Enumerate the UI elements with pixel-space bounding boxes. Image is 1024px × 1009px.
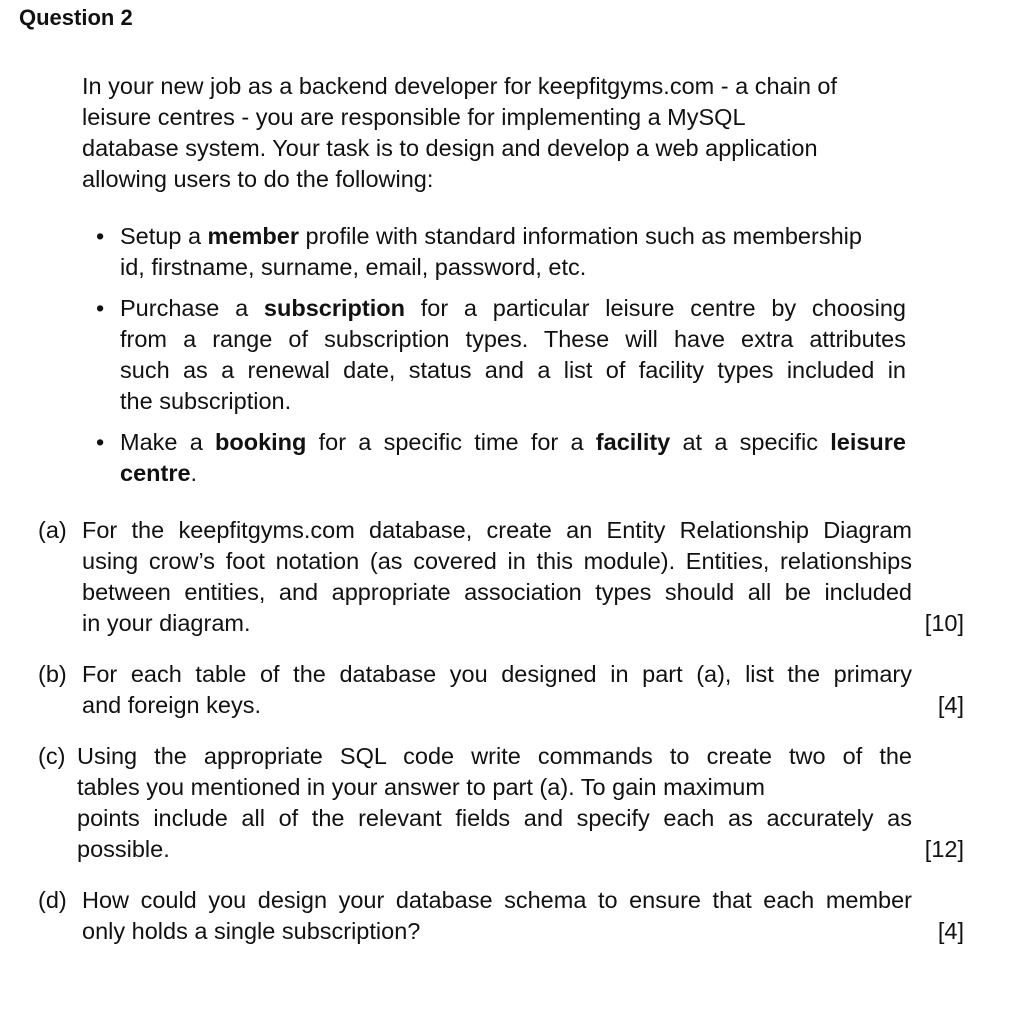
part-label: (c) [38, 743, 66, 769]
marks-label: [4] [937, 918, 964, 944]
text-run: Purchase a [120, 295, 264, 321]
part-line: How could you design your database schema to ensure that each member [82, 887, 912, 913]
part-body [82, 659, 912, 721]
text-run: Setup a [120, 223, 208, 249]
question-parts [38, 515, 968, 967]
bullet-item-booking [94, 427, 906, 489]
bullet-line: id, firstname, surname, email, password, etc. [120, 254, 587, 280]
part-line: using crow’s foot notation (as covered in this module). Entities, relationships [82, 548, 912, 574]
text-run: for a specific time for a [306, 429, 596, 455]
intro-line: In your new job as a backend developer for keepfitgyms.com - a chain of [82, 73, 838, 99]
part-d [38, 885, 968, 947]
part-body [82, 515, 912, 639]
part-b [38, 659, 968, 721]
bold-term: leisure [830, 429, 907, 455]
bullet-line [120, 427, 906, 458]
text-run: Make a [120, 429, 216, 455]
part-body [82, 885, 912, 947]
text-run: at a specific [670, 429, 831, 455]
bullet-item-member [94, 221, 906, 283]
part-label: (d) [38, 887, 67, 913]
bold-term: booking [215, 429, 307, 455]
part-c [38, 741, 968, 865]
part-line: Using the appropriate SQL code write commands to create two of the [77, 743, 912, 769]
bullet-icon: • [96, 429, 105, 455]
bold-term: facility [595, 429, 671, 455]
part-line: tables you mentioned in your answer to part (a). To gain maximum [77, 774, 765, 800]
bullet-line: such as a renewal date, status and a list of facility types included in [120, 357, 906, 383]
text-run: profile with standard information such as membership [298, 223, 862, 249]
part-line: For the keepfitgyms.com database, create an Entity Relationship Diagram [82, 517, 912, 543]
bullet-item-subscription [94, 293, 906, 417]
marks-label: [10] [924, 610, 964, 636]
requirements-list [94, 221, 906, 499]
marks-label: [12] [924, 836, 964, 862]
part-a [38, 515, 968, 639]
part-line: For each table of the database you designed in part (a), list the primary [82, 661, 912, 687]
bullet-line [120, 458, 906, 489]
part-line: between entities, and appropriate association types should all be included [82, 579, 912, 605]
bullet-icon: • [96, 223, 105, 249]
intro-line: leisure centres - you are responsible for implementing a MySQL [82, 104, 746, 130]
question-heading: Question 2 [19, 5, 133, 30]
part-line: possible. [77, 836, 170, 862]
part-label: (b) [38, 661, 67, 687]
part-line: points include all of the relevant fields and specify each as accurately as [77, 805, 912, 831]
bullet-icon: • [96, 295, 105, 321]
part-label: (a) [38, 517, 67, 543]
part-body [77, 741, 912, 865]
bold-term: subscription [263, 295, 405, 321]
intro-line: allowing users to do the following: [82, 166, 434, 192]
bold-term: member [207, 223, 299, 249]
bold-term: centre [120, 460, 191, 486]
bullet-line: from a range of subscription types. These will have extra attributes [120, 326, 906, 352]
bullet-line [120, 221, 906, 252]
text-run: for a particular leisure centre by choosing [404, 295, 907, 321]
part-line: and foreign keys. [82, 692, 261, 718]
intro-line: database system. Your task is to design and develop a web application [82, 135, 818, 161]
part-line: in your diagram. [82, 610, 251, 636]
bullet-line [120, 293, 906, 324]
intro-paragraph [82, 71, 912, 195]
bullet-line: the subscription. [120, 388, 292, 414]
marks-label: [4] [937, 692, 964, 718]
text-run: . [190, 460, 198, 486]
part-line: only holds a single subscription? [82, 918, 421, 944]
